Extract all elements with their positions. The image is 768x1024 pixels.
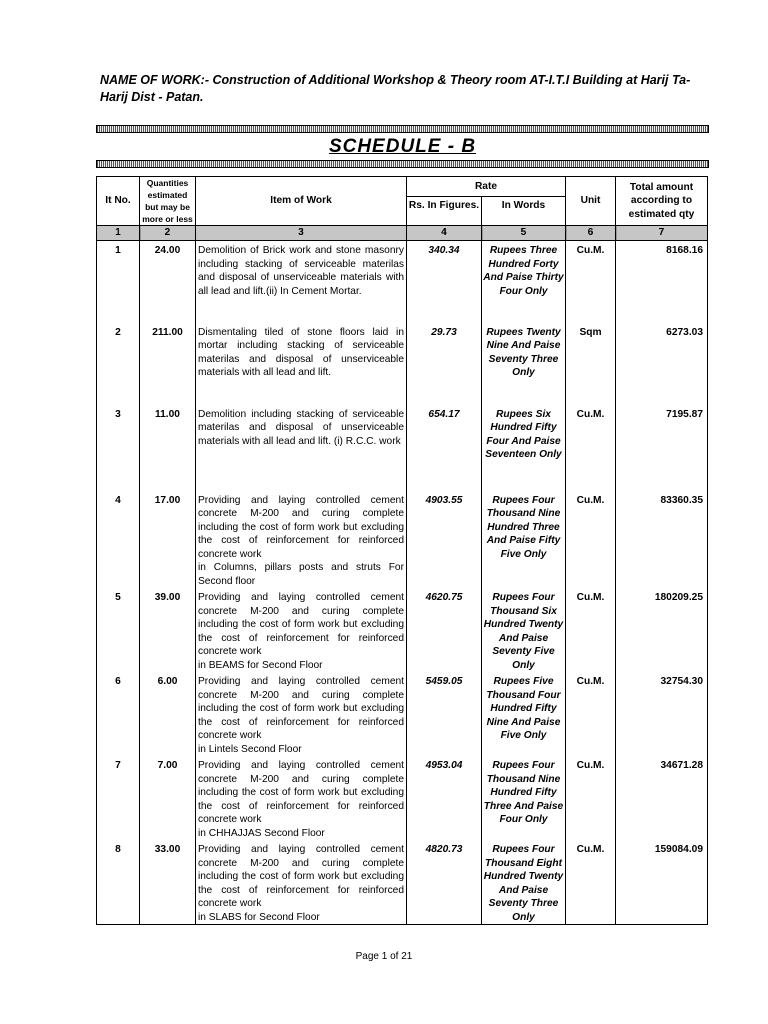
row-quantity: 6.00: [140, 672, 196, 756]
table-row: [97, 840, 708, 925]
col-number: 3: [196, 226, 407, 241]
row-number: 8: [97, 840, 140, 925]
row-amount: 34671.28: [616, 756, 708, 840]
row-quantity: 11.00: [140, 405, 196, 491]
row-amount: 180209.25: [616, 588, 708, 672]
row-rate-figures: 4620.75: [407, 588, 482, 672]
header-total: Total amount according to estimated qty: [616, 177, 708, 226]
row-amount: 6273.03: [616, 323, 708, 405]
col-number: 5: [482, 226, 566, 241]
row-quantity: 24.00: [140, 241, 196, 323]
row-item: Providing and laying controlled cement concrete M-200 and curing complete including the cost of form work but excluding the cost of reinforcement for reinforced concrete work in BEAMS for Second Floor: [196, 588, 407, 672]
row-unit: Cu.M.: [566, 756, 616, 840]
row-amount: 7195.87: [616, 405, 708, 491]
header-rate-words: In Words: [482, 196, 566, 225]
row-quantity: 211.00: [140, 323, 196, 405]
row-amount: 83360.35: [616, 491, 708, 589]
table-row: [97, 588, 708, 672]
row-quantity: 7.00: [140, 756, 196, 840]
schedule-title: SCHEDULE - B: [328, 136, 477, 157]
row-unit: Cu.M.: [566, 840, 616, 925]
table-row: [97, 241, 708, 323]
row-quantity: 17.00: [140, 491, 196, 589]
row-rate-words: Rupees Four Thousand Nine Hundred Fifty Three And Paise Four Only: [482, 756, 566, 840]
row-number: 3: [97, 405, 140, 491]
table-row: [97, 756, 708, 840]
row-unit: Sqm: [566, 323, 616, 405]
row-unit: Cu.M.: [566, 491, 616, 589]
header-it-no: It No.: [97, 177, 140, 226]
table-row: [97, 491, 708, 589]
row-rate-words: Rupees Four Thousand Eight Hundred Twenty And Paise Seventy Three Only: [482, 840, 566, 925]
schedule-title-wrap: [96, 136, 709, 158]
row-number: 2: [97, 323, 140, 405]
name-of-work: NAME OF WORK:- Construction of Additional Workshop & Theory room AT-I.T.I Building at Harij Ta-Harij Dist - Patan.: [100, 73, 691, 104]
header-unit: Unit: [566, 177, 616, 226]
row-rate-words: Rupees Four Thousand Six Hundred Twenty And Paise Seventy Five Only: [482, 588, 566, 672]
row-rate-figures: 340.34: [407, 241, 482, 323]
col-number: 1: [97, 226, 140, 241]
row-item: Providing and laying controlled cement concrete M-200 and curing complete including the cost of form work but excluding the cost of reinforcement for reinforced concrete work in SLABS for Second Floor: [196, 840, 407, 925]
row-number: 7: [97, 756, 140, 840]
row-rate-words: Rupees Four Thousand Nine Hundred Three And Paise Fifty Five Only: [482, 491, 566, 589]
header-item: Item of Work: [196, 177, 407, 226]
table-row: [97, 405, 708, 491]
row-unit: Cu.M.: [566, 588, 616, 672]
row-item: Providing and laying controlled cement concrete M-200 and curing complete including the cost of form work but excluding the cost of reinforcement for reinforced concrete work in Lintels Second Floor: [196, 672, 407, 756]
header-quantities: Quantities estimated but may be more or less: [140, 177, 196, 226]
row-unit: Cu.M.: [566, 405, 616, 491]
row-rate-words: Rupees Three Hundred Forty And Paise Thirty Four Only: [482, 241, 566, 323]
row-number: 5: [97, 588, 140, 672]
row-item: Demolition of Brick work and stone masonry including stacking of serviceable materilas and disposal of unserviceable materials with all lead and lift.(ii) In Cement Mortar.: [196, 241, 407, 323]
row-quantity: 39.00: [140, 588, 196, 672]
row-number: 6: [97, 672, 140, 756]
row-amount: 8168.16: [616, 241, 708, 323]
row-unit: Cu.M.: [566, 241, 616, 323]
row-item: Demolition including stacking of serviceable materilas and disposal of unserviceable materials with all lead and lift. (i) R.C.C. work: [196, 405, 407, 491]
col-number: 4: [407, 226, 482, 241]
row-unit: Cu.M.: [566, 672, 616, 756]
row-item: Providing and laying controlled cement concrete M-200 and curing complete including the cost of form work but excluding the cost of reinforcement for reinforced concrete work in CHHAJJAS Second Floor: [196, 756, 407, 840]
col-number: 7: [616, 226, 708, 241]
row-rate-figures: 654.17: [407, 405, 482, 491]
row-number: 4: [97, 491, 140, 589]
table-row: [97, 672, 708, 756]
col-number: 6: [566, 226, 616, 241]
bottom-divider: [96, 160, 709, 168]
row-rate-words: Rupees Twenty Nine And Paise Seventy Three Only: [482, 323, 566, 405]
page-number: Page 1 of 21: [355, 951, 413, 962]
header-rate-figures: Rs. In Figures.: [407, 196, 482, 225]
row-number: 1: [97, 241, 140, 323]
top-divider: [96, 125, 709, 133]
row-item: Providing and laying controlled cement concrete M-200 and curing complete including the cost of form work but excluding the cost of reinforcement for reinforced concrete work in Columns, pillars posts and struts For Second floor: [196, 491, 407, 589]
row-rate-figures: 29.73: [407, 323, 482, 405]
row-amount: 32754.30: [616, 672, 708, 756]
header-rate: Rate: [407, 177, 566, 197]
row-rate-figures: 5459.05: [407, 672, 482, 756]
row-item: Dismentaling tiled of stone floors laid in mortar including stacking of serviceable materilas and disposal of unserviceable materials with all lead and lift.: [196, 323, 407, 405]
row-quantity: 33.00: [140, 840, 196, 925]
row-rate-figures: 4820.73: [407, 840, 482, 925]
row-rate-words: Rupees Five Thousand Four Hundred Fifty Nine And Paise Five Only: [482, 672, 566, 756]
table-row: [97, 323, 708, 405]
col-number: 2: [140, 226, 196, 241]
schedule-table: [96, 176, 708, 925]
row-amount: 159084.09: [616, 840, 708, 925]
row-rate-figures: 4903.55: [407, 491, 482, 589]
row-rate-words: Rupees Six Hundred Fifty Four And Paise Seventeen Only: [482, 405, 566, 491]
row-rate-figures: 4953.04: [407, 756, 482, 840]
